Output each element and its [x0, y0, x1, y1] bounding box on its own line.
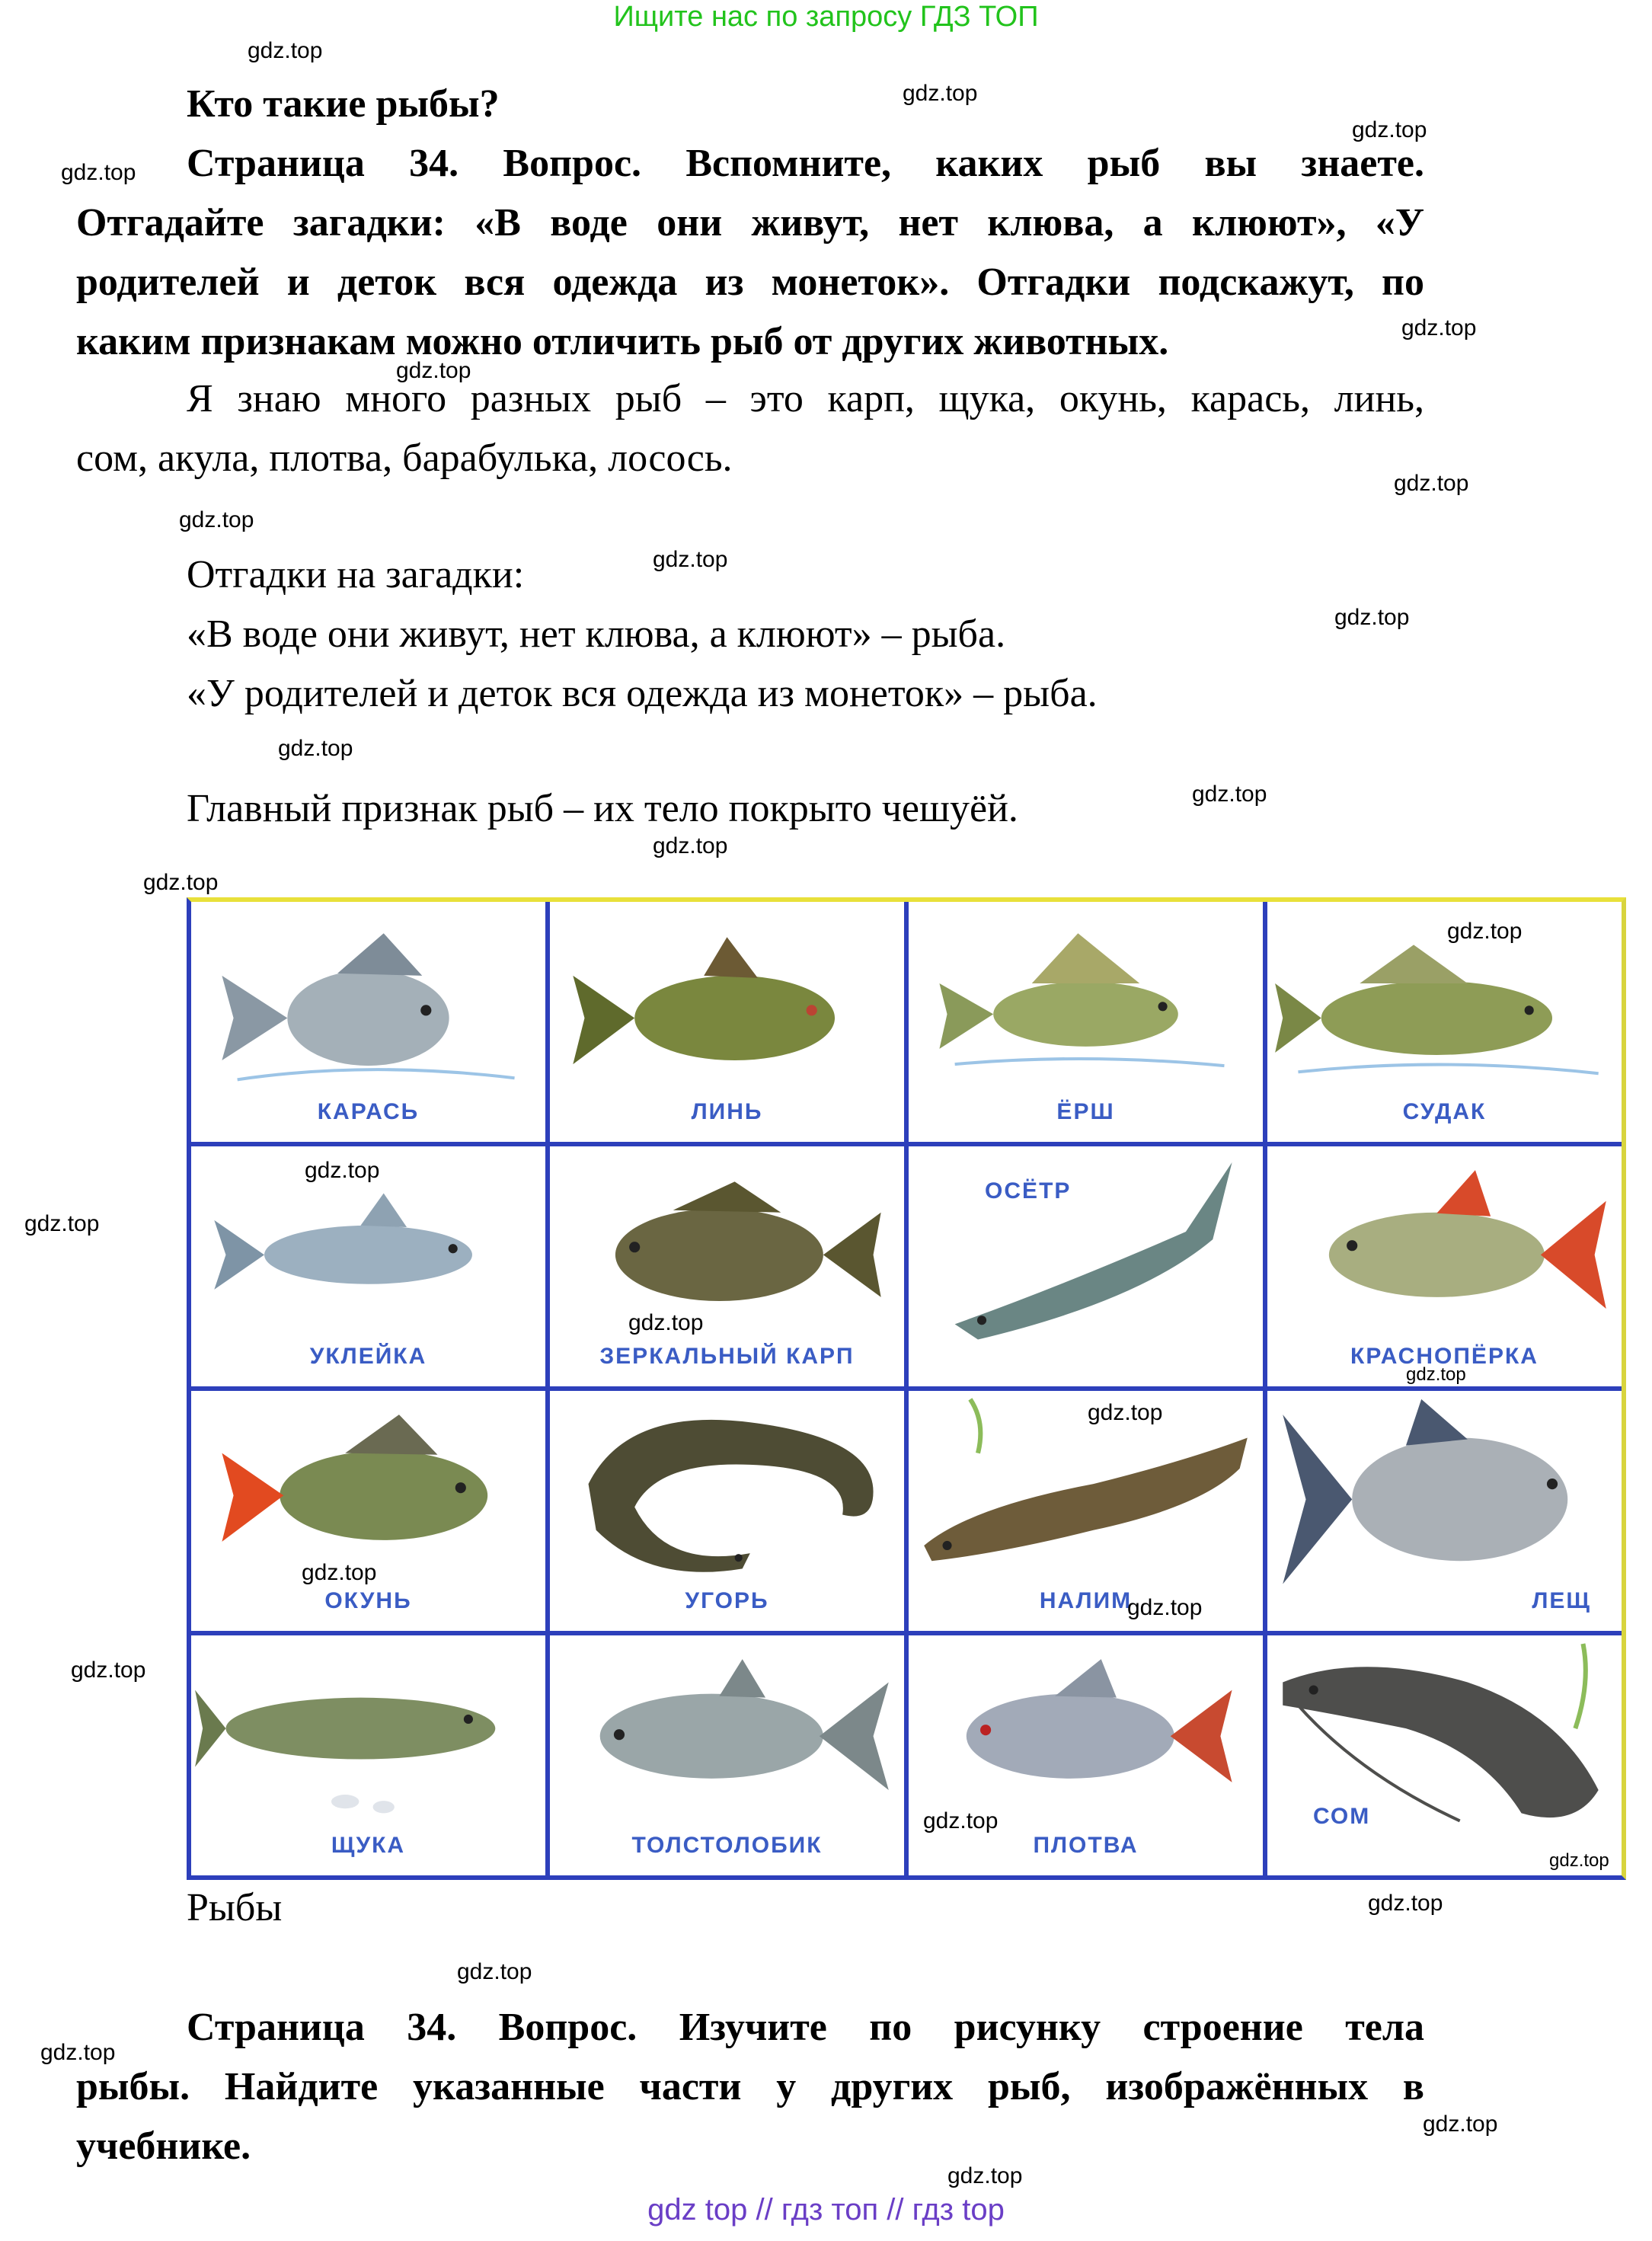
answer1-line-1: Я знаю много разных рыб – это карп, щука, окунь, карась, линь, [187, 377, 1424, 420]
watermark: gdz.top [653, 833, 728, 858]
question2-line-3: учебнике. [76, 2124, 251, 2168]
watermark: gdz.top [61, 160, 136, 185]
fish-label: ОКУНЬ [324, 1588, 412, 1613]
search-banner[interactable]: Ищите нас по запросу ГДЗ ТОП [613, 1, 1039, 33]
watermark: gdz.top [628, 1310, 704, 1335]
watermark: gdz.top [1088, 1400, 1163, 1425]
watermark: gdz.top [302, 1560, 377, 1585]
watermark: gdz.top [1192, 782, 1267, 807]
watermark: gdz.top [947, 2163, 1023, 2188]
fish-label: УГОРЬ [685, 1588, 769, 1613]
fish-cell-lesch [1267, 1391, 1622, 1631]
fish-label: ЩУКА [331, 1833, 406, 1858]
fish-label: УКЛЕЙКА [309, 1344, 427, 1369]
watermark: gdz.top [457, 1959, 532, 1984]
watermark: gdz.top [923, 1808, 999, 1833]
fish-label: СУДАК [1402, 1099, 1487, 1124]
fish-som-icon [1267, 1635, 1622, 1875]
fish-cell-karp [550, 1146, 904, 1386]
watermark: gdz.top [1406, 1364, 1466, 1385]
watermark: gdz.top [1549, 1850, 1609, 1871]
question2-line-1: Страница 34. Вопрос. Изучите по рисунку строение тела [187, 2006, 1424, 2049]
fish-cell-sudak [1267, 902, 1622, 1142]
watermark: gdz.top [71, 1658, 146, 1683]
fish-label: НАЛИМ [1039, 1588, 1133, 1613]
watermark: gdz.top [903, 81, 978, 106]
fish-label: КАРАСЬ [317, 1099, 420, 1124]
fish-cell-nalim [909, 1391, 1263, 1631]
watermark: gdz.top [1423, 2112, 1498, 2137]
section-title: Кто такие рыбы? [187, 82, 500, 126]
fish-cell-lin [550, 902, 904, 1142]
question1-line-2: Отгадайте загадки: «В воде они живут, нет клюва, а клюют», «У [76, 201, 1424, 245]
fish-cell-schuka [191, 1635, 545, 1875]
watermark: gdz.top [24, 1211, 100, 1236]
figure-caption: Рыбы [187, 1886, 283, 1929]
watermark: gdz.top [305, 1158, 380, 1183]
question1-line-4: каким признакам можно отличить рыб от других животных. [76, 320, 1169, 363]
fish-label: ЗЕРКАЛЬНЫЙ КАРП [599, 1344, 855, 1369]
fish-label: ЛИНЬ [691, 1099, 763, 1124]
fish-cell-osetr [909, 1146, 1263, 1386]
watermark: gdz.top [179, 507, 254, 532]
watermark: gdz.top [40, 2040, 116, 2065]
watermark: gdz.top [143, 870, 219, 895]
footer-links[interactable]: gdz top // гдз топ // гдз top [647, 2193, 1005, 2227]
fish-cell-tolstolobik [550, 1635, 904, 1875]
watermark: gdz.top [248, 38, 323, 63]
fish-cell-plotva [909, 1635, 1263, 1875]
main-sign: Главный признак рыб – их тело покрыто чешуёй. [187, 787, 1018, 830]
fish-label: СОМ [1313, 1804, 1371, 1829]
watermark: gdz.top [1352, 117, 1427, 142]
watermark: gdz.top [1447, 919, 1523, 944]
watermark: gdz.top [653, 547, 728, 572]
watermark: gdz.top [1127, 1595, 1203, 1620]
riddle-answer-a: «В воде они живут, нет клюва, а клюют» – рыба. [187, 612, 1006, 656]
watermark: gdz.top [1401, 315, 1477, 340]
fish-grid [187, 897, 1626, 1880]
fish-label: ЁРШ [1056, 1099, 1115, 1124]
fish-cell-ugor [550, 1391, 904, 1631]
fish-label: ЛЕЩ [1532, 1588, 1591, 1613]
watermark: gdz.top [278, 736, 353, 761]
fish-cell-okun [191, 1391, 545, 1631]
watermark: gdz.top [1368, 1891, 1443, 1916]
answer1-line-2: сом, акула, плотва, барабулька, лосось. [76, 436, 733, 480]
question1-line-1: Страница 34. Вопрос. Вспомните, каких рыб вы знаете. [187, 142, 1424, 185]
fish-label: ПЛОТВА [1033, 1833, 1139, 1858]
fish-cell-krasnoperka [1267, 1146, 1622, 1386]
fish-cell-som [1267, 1635, 1622, 1875]
riddle-answer-b: «У родителей и деток вся одежда из монеток» – рыба. [187, 672, 1098, 715]
question1-line-3: родителей и деток вся одежда из монеток». Отгадки подскажут, по [76, 261, 1424, 304]
fish-cell-yorsh [909, 902, 1263, 1142]
fish-cell-karas [191, 902, 545, 1142]
fish-label: ОСЁТР [985, 1178, 1072, 1204]
watermark: gdz.top [396, 358, 471, 383]
riddles-heading: Отгадки на загадки: [187, 553, 525, 596]
fish-label: КРАСНОПЁРКА [1350, 1344, 1539, 1369]
question2-line-2: рыбы. Найдите указанные части у других рыб, изображённых в [76, 2065, 1424, 2108]
watermark: gdz.top [1334, 605, 1410, 630]
watermark: gdz.top [1394, 471, 1469, 496]
fish-label: ТОЛСТОЛОБИК [631, 1833, 823, 1858]
